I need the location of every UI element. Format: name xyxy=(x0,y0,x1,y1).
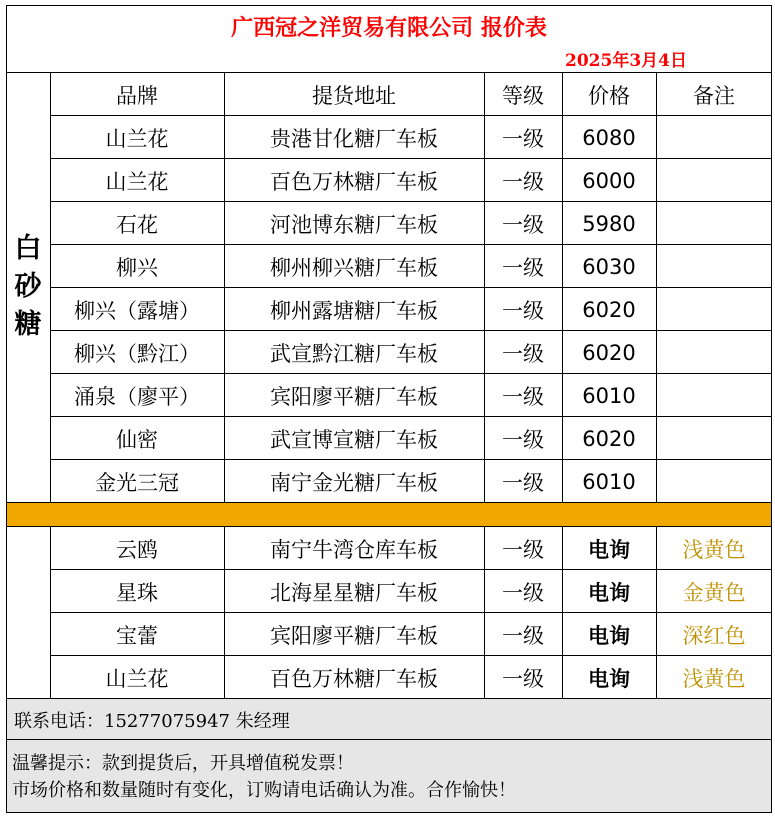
quote-date: 2025年3月4日 xyxy=(565,50,687,71)
grid-line xyxy=(6,698,772,699)
grid-line xyxy=(50,569,772,570)
note-cell xyxy=(656,116,772,159)
reminder-notice xyxy=(6,740,772,813)
brand-cell: 山兰花 xyxy=(105,126,169,151)
brand-cell: 星珠 xyxy=(116,580,158,605)
grade-cell: 一级 xyxy=(502,470,544,495)
grid-line xyxy=(50,330,772,331)
grid-line xyxy=(6,5,7,813)
address-cell: 武宣博宣糖厂车板 xyxy=(270,427,438,452)
section-label-char: 砂 xyxy=(14,271,42,302)
column-header-price: 价格 xyxy=(588,83,630,108)
note-cell xyxy=(656,202,772,245)
brand-cell: 仙密 xyxy=(116,427,158,452)
brand-cell: 石花 xyxy=(116,212,158,237)
address-cell: 百色万林糖厂车板 xyxy=(270,169,438,194)
address-cell: 河池博东糖厂车板 xyxy=(270,212,438,237)
grid-line xyxy=(224,72,225,503)
note-cell xyxy=(656,460,772,503)
address-cell: 柳州露塘糖厂车板 xyxy=(270,298,438,323)
note-cell xyxy=(656,245,772,288)
grade-cell: 一级 xyxy=(502,580,544,605)
grid-line xyxy=(484,526,485,699)
grid-line xyxy=(50,416,772,417)
grade-cell: 一级 xyxy=(502,341,544,366)
grid-line xyxy=(50,459,772,460)
grade-cell: 一级 xyxy=(502,623,544,648)
price-cell: 6020 xyxy=(582,297,636,322)
address-cell: 南宁金光糖厂车板 xyxy=(270,470,438,495)
grid-line xyxy=(562,72,563,503)
grid-line xyxy=(656,526,657,699)
note-cell: 浅黄色 xyxy=(682,537,746,562)
grid-line xyxy=(562,526,563,699)
grade-cell: 一级 xyxy=(502,427,544,452)
grid-line xyxy=(6,526,772,527)
document-title: 广西冠之洋贸易有限公司 报价表 xyxy=(231,14,547,41)
grid-line xyxy=(50,72,51,503)
note-cell: 深红色 xyxy=(682,623,746,648)
grid-line xyxy=(50,115,772,116)
brand-cell: 金光三冠 xyxy=(95,470,179,495)
price-cell: 6020 xyxy=(582,340,636,365)
brand-cell: 云鸥 xyxy=(116,537,158,562)
address-cell: 南宁牛湾仓库车板 xyxy=(270,537,438,562)
section-label-white-sugar xyxy=(6,73,50,501)
reminder-line: 市场价格和数量随时有变化，订购请电话确认为准。合作愉快！ xyxy=(12,779,516,801)
address-cell: 北海星星糖厂车板 xyxy=(270,580,438,605)
note-cell xyxy=(656,159,772,202)
price-cell: 电询 xyxy=(588,579,630,605)
address-cell: 百色万林糖厂车板 xyxy=(270,666,438,691)
column-header-address: 提货地址 xyxy=(312,83,396,108)
price-cell: 6000 xyxy=(582,168,636,193)
grid-line xyxy=(50,158,772,159)
grid-line xyxy=(50,201,772,202)
address-cell: 柳州柳兴糖厂车板 xyxy=(270,255,438,280)
section-label-char: 白 xyxy=(14,233,42,264)
brand-cell: 柳兴（黔江） xyxy=(74,341,200,366)
grade-cell: 一级 xyxy=(502,384,544,409)
grid-line xyxy=(484,72,485,503)
grid-line xyxy=(50,287,772,288)
brand-cell: 山兰花 xyxy=(105,169,169,194)
price-cell: 6020 xyxy=(582,426,636,451)
grade-cell: 一级 xyxy=(502,666,544,691)
contact-phone: 联系电话：15277075947 朱经理 xyxy=(14,710,290,732)
price-cell: 电询 xyxy=(588,536,630,562)
grid-line xyxy=(50,655,772,656)
address-cell: 武宣黔江糖厂车板 xyxy=(270,341,438,366)
note-cell xyxy=(656,374,772,417)
grid-line xyxy=(50,244,772,245)
grid-line xyxy=(6,72,772,73)
grade-cell: 一级 xyxy=(502,169,544,194)
reminder-line: 温馨提示：款到提货后，开具增值税发票！ xyxy=(12,752,354,774)
grade-cell: 一级 xyxy=(502,537,544,562)
brand-cell: 山兰花 xyxy=(105,666,169,691)
grid-line xyxy=(656,72,657,503)
column-header-grade: 等级 xyxy=(502,83,544,108)
address-cell: 宾阳廖平糖厂车板 xyxy=(270,623,438,648)
grid-line xyxy=(50,373,772,374)
price-cell: 电询 xyxy=(588,665,630,691)
grid-line xyxy=(6,502,772,503)
grid-line xyxy=(6,739,772,740)
address-cell: 贵港甘化糖厂车板 xyxy=(270,126,438,151)
section-separator-bar xyxy=(6,503,772,526)
grid-line xyxy=(771,5,772,813)
grid-line xyxy=(6,812,772,813)
grid-line xyxy=(50,612,772,613)
grid-line xyxy=(224,526,225,699)
column-header-note: 备注 xyxy=(693,83,735,108)
section-label-char: 糖 xyxy=(14,309,42,340)
brand-cell: 柳兴 xyxy=(116,255,158,280)
note-cell: 金黄色 xyxy=(682,580,746,605)
brand-cell: 涌泉（廖平） xyxy=(74,384,200,409)
grade-cell: 一级 xyxy=(502,255,544,280)
grade-cell: 一级 xyxy=(502,126,544,151)
brand-cell: 柳兴（露塘） xyxy=(74,298,200,323)
brand-cell: 宝蕾 xyxy=(116,623,158,648)
grid-line xyxy=(50,526,51,699)
price-cell: 5980 xyxy=(582,211,636,236)
grid-line xyxy=(6,5,772,6)
note-cell xyxy=(656,331,772,374)
address-cell: 宾阳廖平糖厂车板 xyxy=(270,384,438,409)
price-sheet xyxy=(6,5,772,813)
price-cell: 6010 xyxy=(582,469,636,494)
grade-cell: 一级 xyxy=(502,298,544,323)
price-cell: 6010 xyxy=(582,383,636,408)
note-cell xyxy=(656,288,772,331)
price-cell: 6030 xyxy=(582,254,636,279)
grade-cell: 一级 xyxy=(502,212,544,237)
price-cell: 6080 xyxy=(582,125,636,150)
note-cell: 浅黄色 xyxy=(682,666,746,691)
price-cell: 电询 xyxy=(588,622,630,648)
note-cell xyxy=(656,417,772,460)
column-header-brand: 品牌 xyxy=(116,83,158,108)
